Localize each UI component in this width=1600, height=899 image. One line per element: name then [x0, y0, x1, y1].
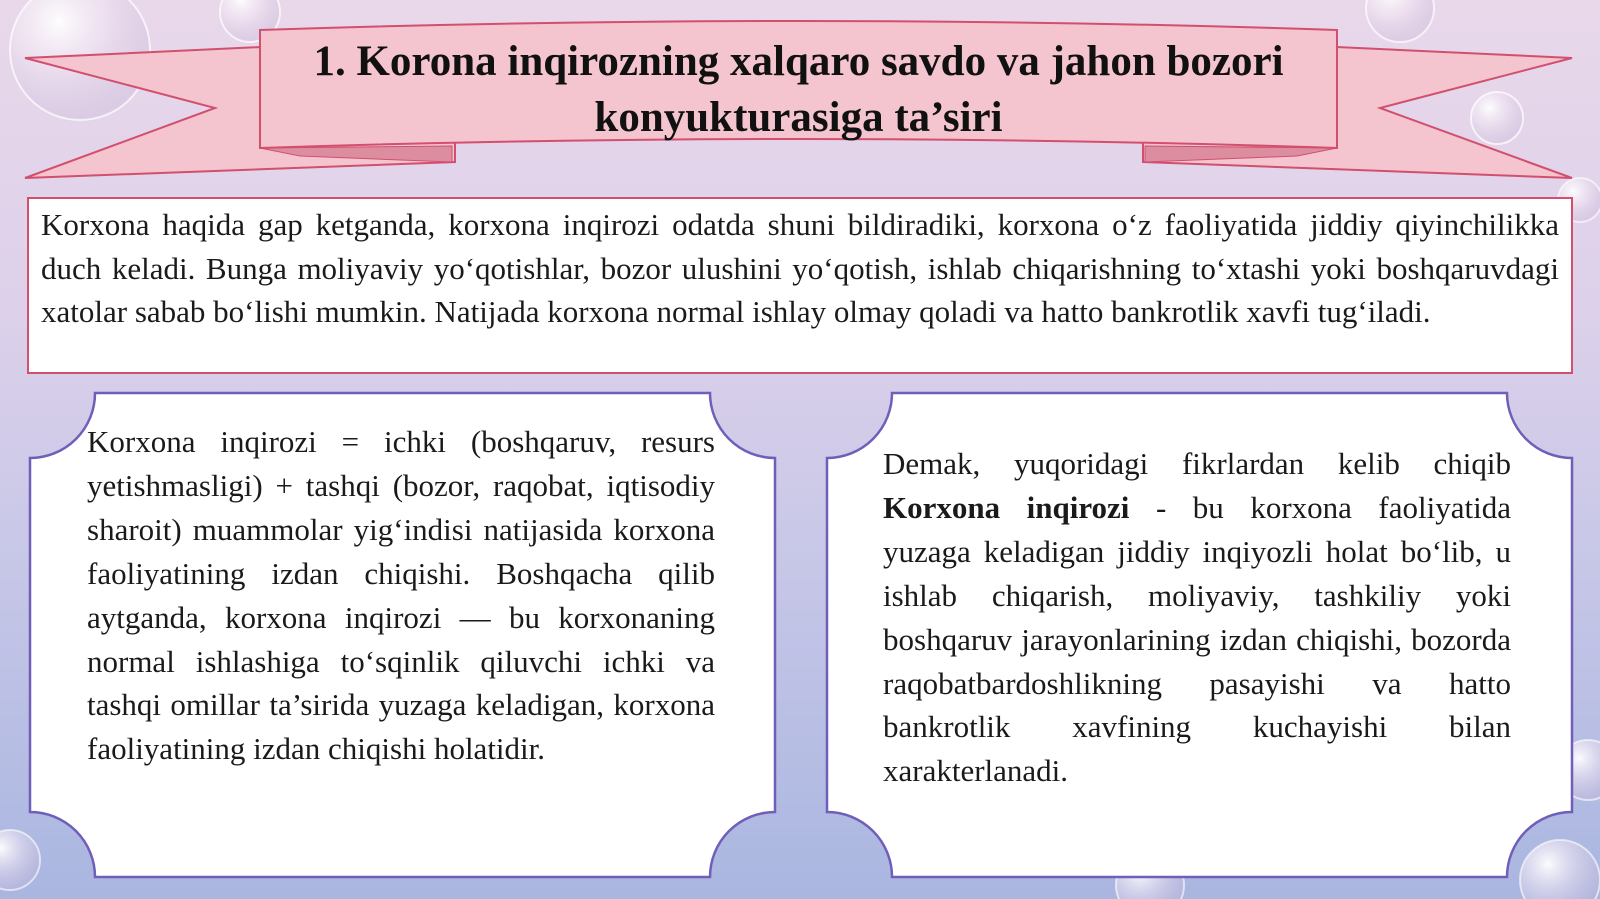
- right-card-rest: - bu korxona faoliyatida yuzaga keladigan jiddiy inqiyozli holat bo‘lib, u ishlab chiqarish, moliyaviy, tashkiliy yoki boshqaruv jarayonlarining izdan chiqishi, bozorda raqobatbardoshlikning pasayishi va hatto bankrotlik xavfining kuchayishi bilan xarakterlanadi.: [883, 489, 1511, 789]
- right-card-lead: Demak, yuqoridagi fikrlardan kelib chiqib: [883, 446, 1511, 481]
- right-card-text: [883, 442, 1511, 793]
- left-card-text: Korxona inqirozi = ichki (boshqaruv, resurs yetishmasligi) + tashqi (bozor, raqobat, iqtisodiy sharoit) muammolar yig‘indisi natijasida korxona faoliyatining izdan chiqishi. Boshqacha qilib aytganda, korxona inqirozi — bu korxonaning normal ishlashiga to‘sqinlik qiluvchi ichki va tashqi omillar ta’sirida yuzaga keladigan, korxona faoliyatining izdan chiqishi holatidir.: [87, 424, 715, 767]
- intro-box: [27, 197, 1573, 374]
- intro-paragraph: Korxona haqida gap ketganda, korxona inqirozi odatda shuni bildiradiki, korxona o‘z faoliyatida jiddiy qiyinchilikka duch keladi. Bunga moliyaviy yo‘qotishlar, bozor ulushini yo‘qotish, ishlab chiqarishning to‘xtashi yoki boshqaruvdagi xatolar sabab bo‘lishi mumkin. Natijada korxona normal ishlay olmay qoladi va hatto bankrotlik xavfi tug‘iladi.: [41, 207, 1559, 329]
- slide-title: 1. Korona inqirozning xalqaro savdo va jahon bozori konyukturasiga ta’siri: [313, 38, 1284, 141]
- right-card-term: Korxona inqirozi: [883, 489, 1130, 525]
